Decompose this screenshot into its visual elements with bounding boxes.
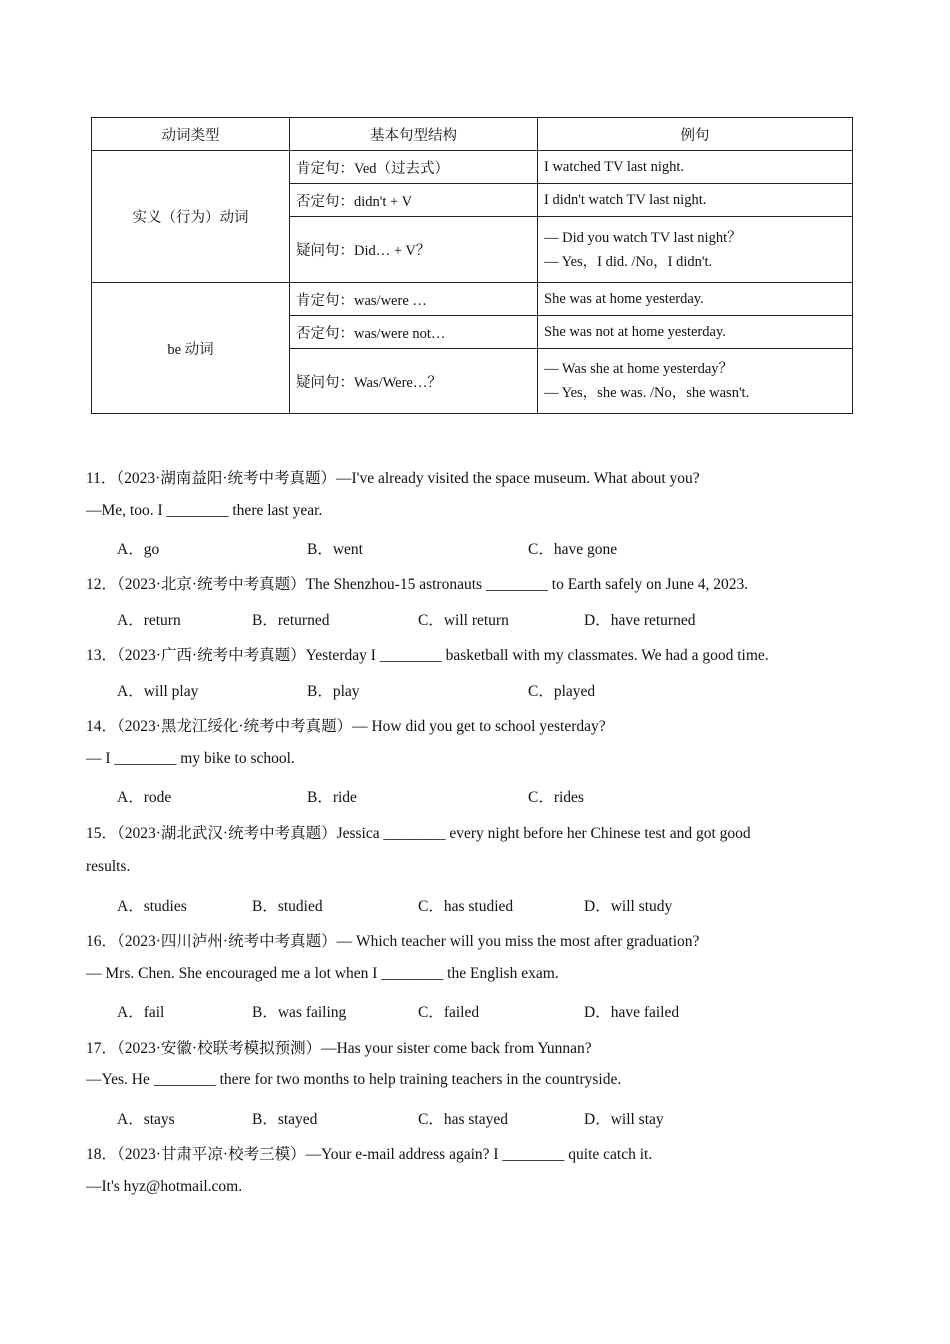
example-line: She was at home yesterday. (544, 291, 704, 307)
header-example: 例句 (538, 118, 853, 151)
table-row (92, 151, 853, 184)
grammar-table (91, 117, 853, 414)
question-13-option-c: C．played (528, 683, 596, 700)
question-11-option-c: C．have gone (528, 541, 618, 558)
question-15-stem: 15．（2023·湖北武汉·统考中考真题）Jessica ________ every night before her Chinese test and got good (86, 825, 751, 842)
question-14-stem: 14．（2023·黑龙江绥化·统考中考真题）— How did you get to school yesterday? (86, 718, 606, 735)
question-12-option-d: D．have returned (584, 612, 696, 629)
question-15-line2: results. (86, 858, 131, 875)
question-17-line2: —Yes. He ________ there for two months to help training teachers in the countryside. (86, 1071, 622, 1088)
example-cell (538, 151, 853, 184)
question-16-line2: — Mrs. Chen. She encouraged me a lot when I ________ the English exam. (86, 965, 559, 982)
question-16-option-d: D．have failed (584, 1004, 680, 1021)
question-17-option-b: B．stayed (252, 1111, 318, 1128)
table-header-row (92, 118, 853, 151)
question-12-option-b: B．returned (252, 612, 330, 629)
question-15-option-b: B．studied (252, 898, 323, 915)
question-15-option-c: C．has studied (418, 898, 514, 915)
question-12-option-a: A．return (117, 612, 181, 629)
header-structure: 基本句型结构 (290, 118, 538, 151)
structure-cell: 疑问句：Was/Were…？ (290, 349, 538, 414)
category-cell: 实义（行为）动词 (92, 151, 290, 283)
structure-cell: 疑问句：Did… + V？ (290, 217, 538, 283)
question-15-option-a: A．studies (117, 898, 187, 915)
question-13-option-b: B．play (307, 683, 360, 700)
question-18-line2: —It's hyz@hotmail.com. (86, 1178, 243, 1195)
question-17-option-c: C．has stayed (418, 1111, 508, 1128)
question-11-stem: 11．（2023·湖南益阳·统考中考真题）—I've already visited the space museum. What about you? (86, 470, 700, 487)
example-cell (538, 184, 853, 217)
example-cell (538, 316, 853, 349)
question-11-line2: —Me, too. I ________ there last year. (86, 502, 323, 519)
header-verb-type: 动词类型 (92, 118, 290, 151)
question-12-stem: 12．（2023·北京·统考中考真题）The Shenzhou-15 astronauts ________ to Earth safely on June 4, 2023. (86, 576, 749, 593)
question-17-option-d: D．will stay (584, 1111, 664, 1128)
structure-cell: 否定句：didn't + V (290, 184, 538, 217)
example-line: She was not at home yesterday. (544, 324, 726, 340)
question-14-option-b: B．ride (307, 789, 357, 806)
category-cell: be 动词 (92, 283, 290, 414)
structure-cell: 肯定句：Ved（过去式） (290, 151, 538, 184)
question-13-stem: 13．（2023·广西·统考中考真题）Yesterday I ________ basketball with my classmates. We had a good time. (86, 647, 769, 664)
question-16-stem: 16．（2023·四川泸州·统考中考真题）— Which teacher will you miss the most after graduation? (86, 933, 700, 950)
example-line: — Yes，I did. /No，I didn't. (544, 253, 713, 270)
question-16-option-a: A．fail (117, 1004, 165, 1021)
example-line: — Did you watch TV last night？ (544, 229, 742, 246)
example-line: I didn't watch TV last night. (544, 192, 707, 208)
example-cell (538, 349, 853, 414)
structure-cell: 否定句：was/were not… (290, 316, 538, 349)
example-line: — Yes，she was. /No，she wasn't. (544, 385, 750, 401)
structure-cell: 肯定句：was/were … (290, 283, 538, 316)
question-11-option-b: B．went (307, 541, 363, 558)
question-13-option-a: A．will play (117, 683, 199, 700)
question-16-option-c: C．failed (418, 1004, 480, 1021)
example-line: — Was she at home yesterday？ (544, 361, 734, 377)
question-17-stem: 17．（2023·安徽·校联考模拟预测）—Has your sister come back from Yunnan? (86, 1040, 592, 1057)
question-12-option-c: C．will return (418, 612, 509, 629)
question-15-option-d: D．will study (584, 898, 673, 915)
question-18-stem: 18．（2023·甘肃平凉·校考三模）—Your e-mail address again? I ________ quite catch it. (86, 1146, 653, 1163)
table-row (92, 283, 853, 316)
example-line: I watched TV last night. (544, 159, 685, 175)
question-11-option-a: A．go (117, 541, 160, 558)
question-17-option-a: A．stays (117, 1111, 175, 1128)
question-14-line2: — I ________ my bike to school. (86, 750, 295, 767)
example-cell (538, 217, 853, 283)
example-cell (538, 283, 853, 316)
question-14-option-a: A．rode (117, 789, 172, 806)
question-14-option-c: C．rides (528, 789, 584, 806)
question-16-option-b: B．was failing (252, 1004, 347, 1021)
